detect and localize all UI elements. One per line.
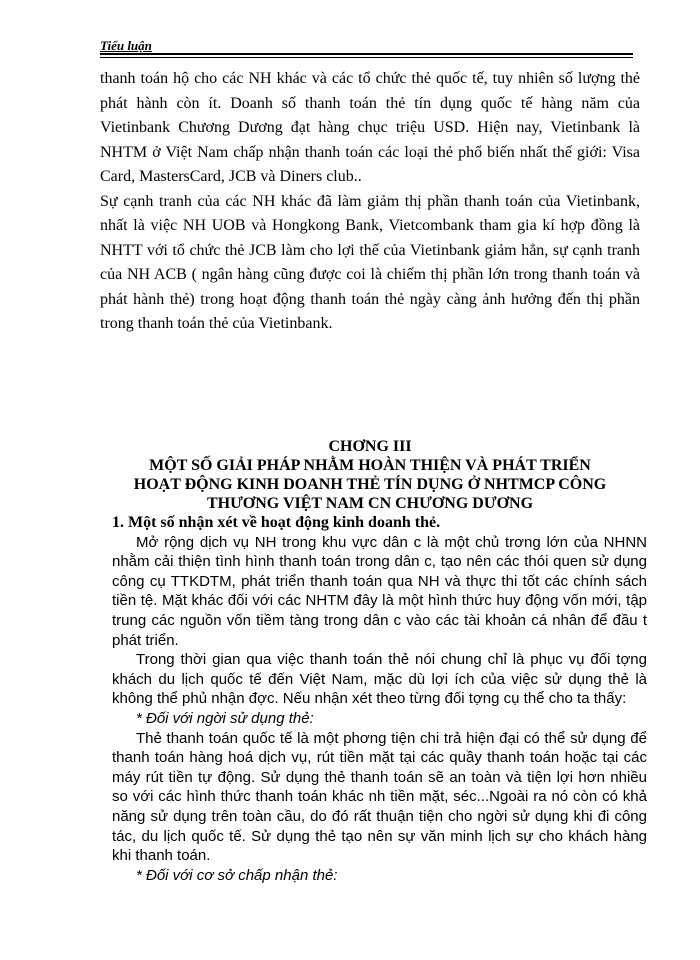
body-paragraph: Mở rộng dịch vụ NH trong khu vực dân c là một chủ trơng lớn của NHNN nhằm cải thiện tình hình thanh toán trong dân c, tạo nên các thói quen sử dụng công cụ TTKDTM, phát triển thanh toán qua NH và thực thi tốt các chính sách tiền tệ. Mặt khác đối với các NHTM đây là một hình thức huy động vốn mới, tập trung các nguồn vốn tiềm tàng trong dân c vào các tài khoản cá nhân để đầu t phát triển. [112,533,647,649]
subheading-user: * Đối với ngời sử dụng thẻ: [136,709,314,727]
header-label: Tiểu luận [100,38,152,53]
header-rule [100,53,633,55]
intro-paragraph: Sự cạnh tranh của các NH khác đã làm giảm thị phần thanh toán của Vietinbank, nhất là việc NH UOB và Hongkong Bank, Vietcombank tham gia kí hợp đồng là NHTT với tổ chức thẻ JCB làm cho lợi thế của Vietinbank giảm hẳn, sự cạnh tranh của NH ACB ( ngân hàng cũng được coi là chiếm thị phần lớn trong thanh toán và phát hành thẻ) trong hoạt động thanh toán thẻ ngày càng ảnh hưởng đến thị phần trong thanh toán thẻ của Vietinbank. [100,192,640,332]
chapter-number: CHƠNG III [328,438,412,455]
intro-text [100,67,640,337]
chapter-title-line: THƯƠNG VIỆT NAM CN CHƯƠNG DƯƠNG [206,495,534,512]
header-rule-thin [100,57,633,58]
chapter-title-line: MỘT SỐ GIẢI PHÁP NHẰM HOÀN THIỆN VÀ PHÁT TRIỂN [149,457,591,474]
body-paragraph: Thẻ thanh toán quốc tế là một phơng tiện chi trả hiện đại có thể sử dụng để thanh toán hàng hoá dịch vụ, rút tiền mặt tại các quầy thanh toán hoặc tại các máy rút tiền tự động. Sử dụng thẻ thanh toán sẽ an toàn và tiện lợi hơn nhiều so với các hình thức thanh toán khác nh tiền mặt, séc...Ngoài ra nó còn có khả năng sử dụng trên toàn cầu, do đó rất thuận tiện cho ngời sử dụng khi đi công tác, du lịch quốc tế. Sử dụng thẻ tạo nên sự văn minh lịch sự cho khách hàng khi thanh toán. [112,729,647,865]
chapter-heading [100,437,640,513]
subheading-merchant: * Đối với cơ sở chấp nhận thẻ: [136,866,338,884]
section-title: 1. Một số nhận xét về hoạt động kinh doanh thẻ. [112,514,441,531]
intro-paragraph: thanh toán hộ cho các NH khác và các tổ chức thẻ quốc tế, tuy nhiên số lượng thẻ phát hành còn ít. Doanh số thanh toán thẻ tín dụng quốc tế hàng năm của Vietinbank Chương Dương đạt hàng chục triệu USD. Hiện nay, Vietinbank là NHTM ở Việt Nam chấp nhận thanh toán các loại thẻ phổ biến nhất thế giới: Visa Card, MastersCard, JCB và Diners club.. [100,70,640,185]
chapter-title-line: HOẠT ĐỘNG KINH DOANH THẺ TÍN DỤNG Ở NHTMCP CÔNG [133,476,607,493]
body-paragraph: Trong thời gian qua việc thanh toán thẻ nói chung chỉ là phục vụ đối tợng khách du lịch quốc tế đến Việt Nam, mặc dù lợi ích của việc sử dụng thẻ là không thể phủ nhận đợc. Nếu nhận xét theo từng đối tợng cụ thể cho ta thấy: [112,651,647,708]
section-body [112,513,647,885]
